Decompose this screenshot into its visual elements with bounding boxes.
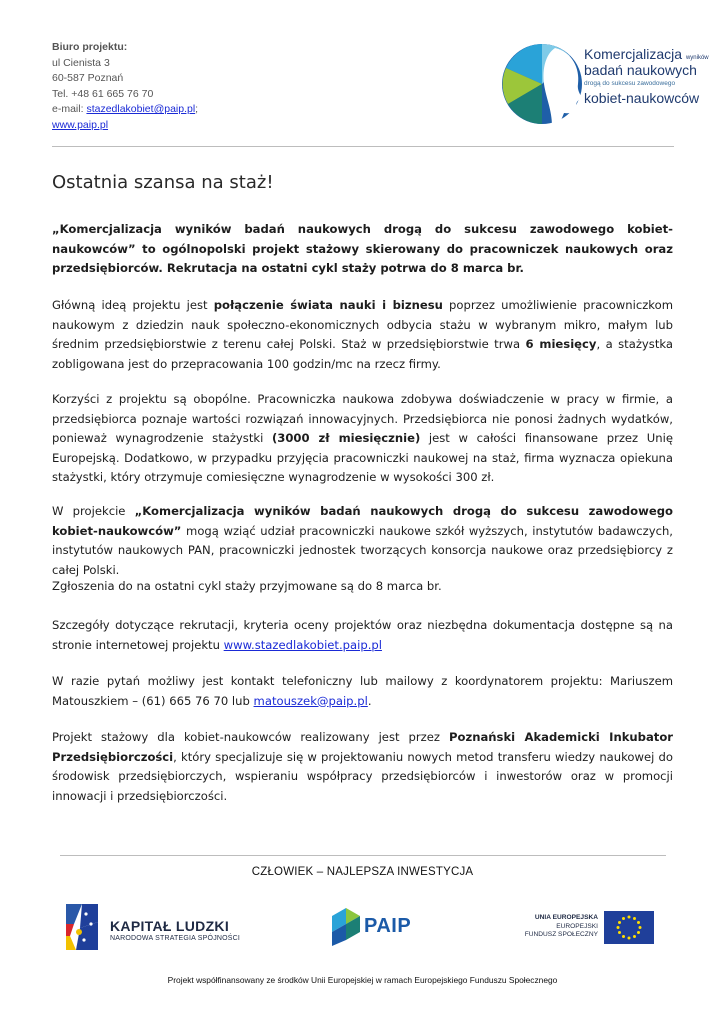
project-logo [500, 38, 709, 130]
address-website-line [52, 118, 198, 134]
woman-profile-logo-icon [500, 38, 584, 130]
paip-logo [330, 906, 430, 948]
eu-line1: UNIA EUROPEJSKA [534, 914, 598, 921]
paip-name: PAIP [364, 915, 412, 937]
eu-flag-icon [604, 911, 654, 944]
header-divider [52, 146, 674, 147]
email-suffix: ; [195, 103, 199, 116]
coordinator-email-link[interactable]: matouszek@paip.pl [253, 693, 368, 708]
project-website-link[interactable]: www.stazedlakobiet.paip.pl [223, 637, 382, 652]
logo-text-line1: Komercjalizacja wyników [584, 46, 709, 62]
kapital-ludzki-subtitle: NARODOWA STRATEGIA SPÓJNOŚCI [110, 935, 241, 942]
address-phone: Tel. +48 61 665 76 70 [52, 87, 154, 100]
kapital-ludzki-logo [62, 902, 242, 952]
benefits-paragraph: Korzyści z projektu są obopólne. Pracowniczka naukowa zdobywa doświadczenie w pracy w firmie, a przedsiębiorca poznaje wartości rozwiązań innowacyjnych. Przedsiębiorca nie ponosi żadnych wydatków, ponieważ wynagrodzenie stażystki (3000 zł miesięcznie) jest w całości finansowane przez Unię Europejską. Dodatkowo, w przypadku przyjęcia pracowniczki naukowej na staż, firma wyznacza opiekuna stażystki, który otrzymuje comiesięczne wynagrodzenie w wysokości 300 zł. [52, 392, 673, 484]
address-street: ul Cienista 3 [52, 56, 110, 69]
page-title: Ostatnia szansa na staż! [52, 172, 274, 193]
deadline-paragraph: Zgłoszenia do na ostatni cykl staży przyjmowane są do 8 marca br. [52, 579, 442, 593]
eu-line2: EUROPEJSKI [556, 923, 598, 930]
email-prefix: e-mail: [52, 103, 87, 116]
kapital-ludzki-name: KAPITAŁ LUDZKI [110, 918, 230, 934]
address-email-line [52, 102, 198, 118]
participants-paragraph: W projekcie „Komercjalizacja wyników badań naukowych drogą do sukcesu zawodowego kobiet-naukowców” mogą wziąć udział pracowniczki naukowe szkół wyższych, instytutów badawczych, instytutów naukowych PAN, pracowniczki jednostek tworzących konsorcja naukowe oraz przedsiębiorcy z całej Polski. [52, 504, 673, 577]
cofinancing-note: Projekt współfinansowany ze środków Unii Europejskiej w ramach Europejskiego Funduszu Społecznego [167, 975, 558, 985]
logo-text-line4: kobiet-naukowców [584, 90, 700, 106]
footer-divider [60, 855, 666, 856]
paip-emblem-icon [330, 906, 362, 948]
organizer-paragraph: Projekt stażowy dla kobiet-naukowców realizowany jest przez Poznański Akademicki Inkubator Przedsiębiorczości, który specjalizuje się w projektowaniu nowych metod transferu wiedzy naukowej do środowisk przedsiębiorczych, wspieraniu współpracy przedsiębiorców i inwestorów oraz w promocji innowacji i przedsiębiorczości. [52, 730, 674, 803]
logo-text-line3: drogą do sukcesu zawodowego [584, 80, 676, 87]
intro-paragraph: „Komercjalizacja wyników badań naukowych drogą do sukcesu zawodowego kobiet-naukowców” to ogólnopolski projekt stażowy skierowany do pracowniczek naukowych oraz przedsiębiorców. Rekrutacja na ostatni cykl staży potrwa do 8 marca br. [52, 222, 673, 275]
eu-logo [520, 910, 660, 946]
address-label: Biuro projektu: [52, 41, 128, 53]
idea-paragraph: Główną ideą projektu jest połączenie świata nauki i biznesu poprzez umożliwienie pracowniczkom naukowym z dziedzin nauk społeczno-ekonomicznych odbycia stażu w wybranym mikro, małym lub średnim przedsiębiorstwie z terenu całej Polski. Staż w przedsiębiorstwie trwa 6 miesięcy, a stażystka zobligowana jest do przepracowania 100 godzin/mc na rzecz firmy. [52, 298, 673, 371]
kapital-ludzki-emblem-icon [62, 902, 102, 952]
logo-text-line2: badań naukowych [584, 62, 697, 78]
details-paragraph: Szczegóły dotyczące rekrutacji, kryteria oceny projektów oraz niezbędna dokumentacja dostępne są na stronie internetowej projektu www.stazedlakobiet.paip.pl [52, 618, 673, 652]
email-link[interactable]: stazedlakobiet@paip.pl [86, 103, 196, 116]
eu-line3: FUNDUSZ SPOŁECZNY [524, 931, 598, 938]
project-office-address [52, 40, 198, 134]
address-city: 60-587 Poznań [52, 72, 124, 85]
website-link[interactable]: www.paip.pl [52, 118, 109, 131]
contact-paragraph: W razie pytań możliwy jest kontakt telefoniczny lub mailowy z koordynatorem projektu: Mariuszem Matouszkiem – (61) 665 76 70 lub matouszek@paip.pl. [52, 674, 673, 708]
footer-slogan: CZŁOWIEK – NAJLEPSZA INWESTYCJA [251, 866, 474, 878]
